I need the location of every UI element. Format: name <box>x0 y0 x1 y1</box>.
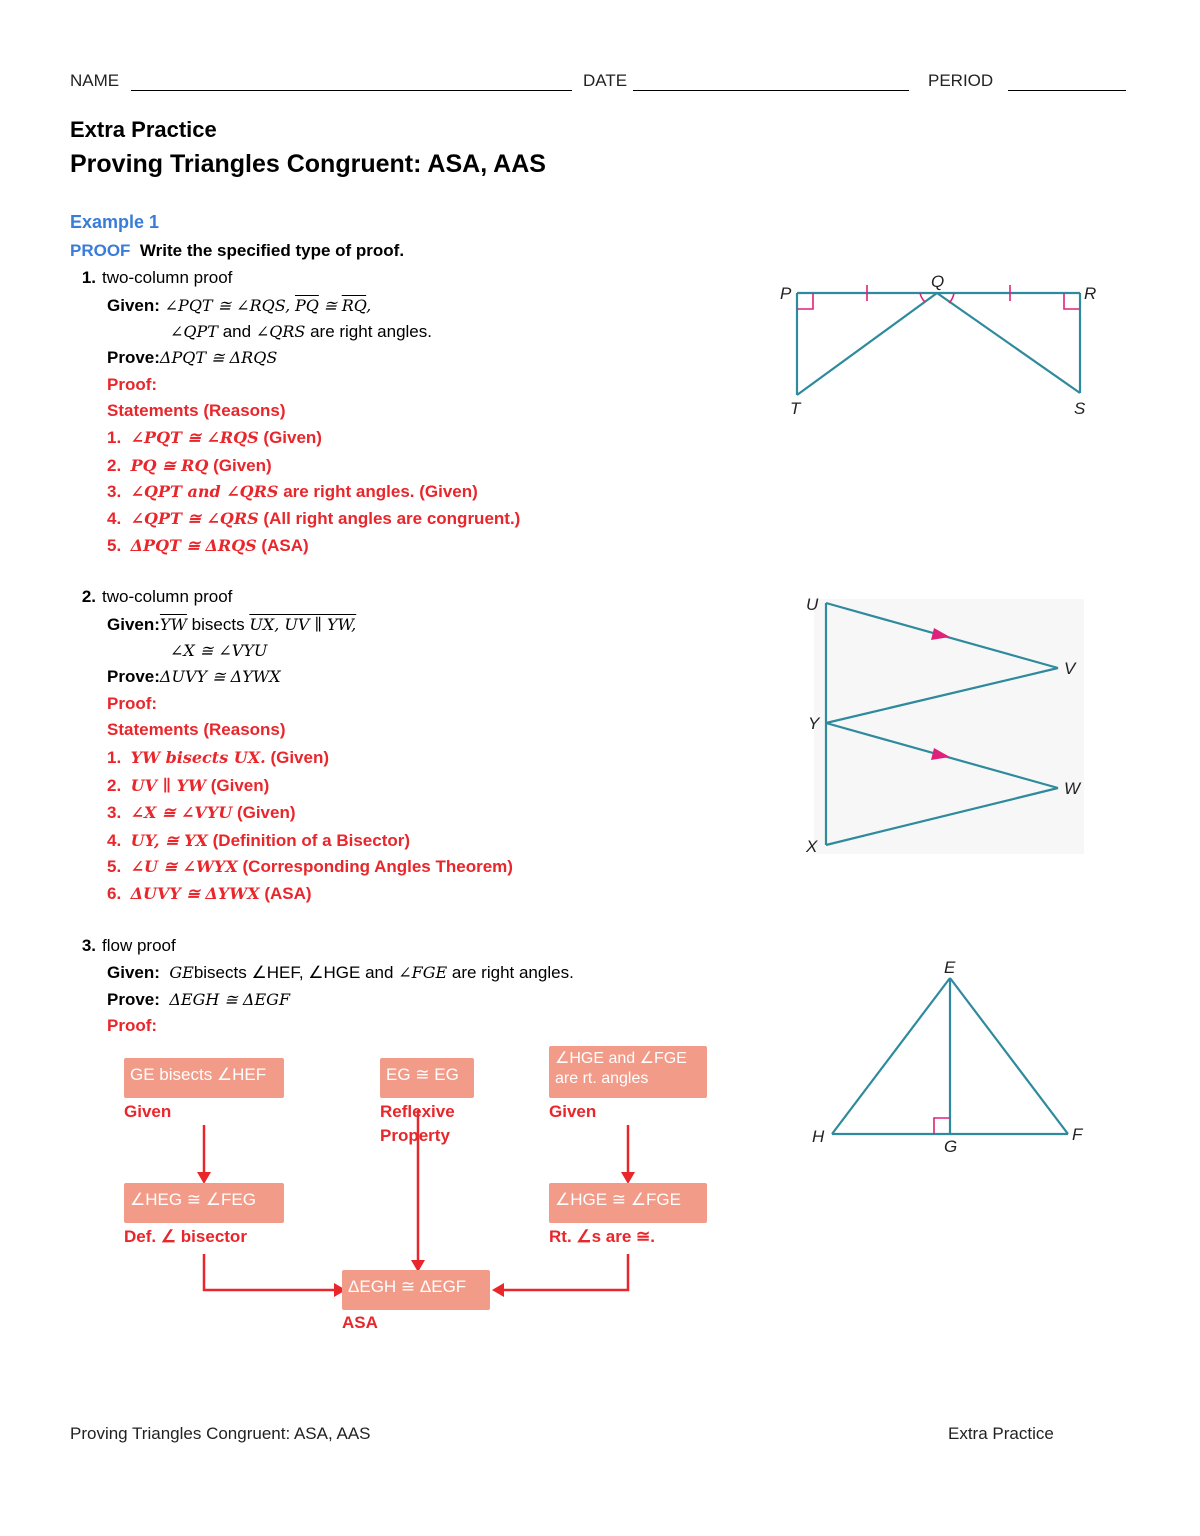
p2-prove-line <box>107 663 281 690</box>
p2-step-1 <box>107 744 329 771</box>
flow-reason-given-1: Given <box>124 1102 172 1121</box>
date-line[interactable] <box>633 90 909 91</box>
step-num: 4. <box>107 509 122 528</box>
step-statement: UV ∥ YW <box>130 776 207 795</box>
p1-given2-and: and <box>222 322 252 341</box>
flow-box-heg-feg: ∠HEG ≅ ∠FEG <box>124 1183 284 1223</box>
step-num: 4. <box>107 831 122 850</box>
right-angle-r <box>1064 293 1080 309</box>
p1-given-line <box>107 292 371 319</box>
p2-proof-label: Proof: <box>107 694 158 713</box>
p2-given-c: UX, UV ∥ YW, <box>249 615 357 634</box>
arrowhead-5 <box>492 1283 504 1297</box>
p2-prove: ΔUVY ≅ ΔYWX <box>159 667 281 686</box>
p3-given-label: Given: <box>107 963 160 982</box>
p1-step-3 <box>107 478 478 505</box>
date-label: DATE <box>583 71 628 90</box>
p1-given2-b: ∠QRS <box>255 322 306 341</box>
p1-type: two-column proof <box>102 268 233 287</box>
flow-box-ge-bisects: GE bisects ∠HEF <box>124 1058 284 1098</box>
period-line[interactable] <box>1008 90 1126 91</box>
name-line[interactable] <box>131 90 572 91</box>
p1-given-label: Given: <box>107 296 160 315</box>
p3-given-and: and <box>365 963 394 982</box>
p3-type: flow proof <box>102 936 176 955</box>
label-x: X <box>806 837 818 856</box>
step-reason: (Given) <box>210 776 270 795</box>
label-f: F <box>1072 1125 1083 1144</box>
p2-step-6 <box>107 880 312 907</box>
footer-left: Proving Triangles Congruent: ASA, AAS <box>70 1424 371 1443</box>
example-label: Example 1 <box>70 212 160 232</box>
p1-prove-label: Prove: <box>107 348 160 367</box>
angle-arc-rqs <box>949 293 954 303</box>
segment-qs <box>937 293 1080 393</box>
arrow-5-to-6 <box>502 1254 628 1290</box>
label-g: G <box>944 1137 958 1156</box>
p2-given-label: Given: <box>107 615 160 634</box>
flow-reason-angle-bisector: Def. ∠ bisector <box>124 1227 247 1246</box>
step-num: 5. <box>107 536 122 555</box>
period-label: PERIOD <box>928 71 994 90</box>
p1-given-e: , <box>366 296 372 315</box>
step-statement: ∠X ≅ ∠VYU <box>130 803 233 822</box>
extra-practice-heading: Extra Practice <box>70 117 217 142</box>
step-reason: (Given) <box>236 803 296 822</box>
p1-given-d: $\overline{RQ}$ <box>341 296 367 315</box>
right-angle-g <box>934 1118 950 1134</box>
step-num: 2. <box>107 776 122 795</box>
flow-reason-right-angles: Rt. ∠s are ≅. <box>549 1227 656 1246</box>
p2-given-line <box>107 611 356 638</box>
page-title: Proving Triangles Congruent: ASA, AAS <box>70 150 546 178</box>
label-s: S <box>1074 399 1086 418</box>
step-reason: (ASA) <box>261 536 309 555</box>
p3-proof-label: Proof: <box>107 1016 158 1035</box>
step-statement: ∠PQT ≅ ∠RQS <box>130 428 259 447</box>
arrow-4-to-6 <box>204 1254 336 1290</box>
step-statement: UY, ≅ YX <box>130 831 208 850</box>
p1-sr-label: Statements (Reasons) <box>107 401 286 420</box>
p1-prove-line <box>107 344 277 371</box>
p2-sr-label: Statements (Reasons) <box>107 720 286 739</box>
instruction-line <box>70 237 404 264</box>
segment-tq <box>797 293 937 395</box>
p1-given-c: ≅ <box>323 296 337 315</box>
proof-tag: PROOF <box>70 241 131 260</box>
p1-step-2 <box>107 452 272 479</box>
step-reason: (Given) <box>213 456 272 475</box>
label-y: Y <box>808 714 820 733</box>
step-statement: ΔPQT ≅ ΔRQS <box>130 536 257 555</box>
p2-given2: ∠X ≅ ∠VYU <box>170 641 268 660</box>
segment-ef <box>950 978 1068 1134</box>
p2-type: two-column proof <box>102 587 233 606</box>
flow-box-right-angles: ∠HGE and ∠FGE are rt. angles <box>549 1046 707 1098</box>
p1-proof-label: Proof: <box>107 375 158 394</box>
p1-prove: ΔPQT ≅ ΔRQS <box>159 348 278 367</box>
p2-step-2 <box>107 772 269 799</box>
p1-step-5 <box>107 532 309 559</box>
p1-type-line <box>70 264 232 291</box>
step-num: 1. <box>107 748 122 767</box>
flow-reason-reflexive: Reflexive Property <box>380 1102 455 1145</box>
step-num: 2. <box>107 456 122 475</box>
step-reason: (Corresponding Angles Theorem) <box>242 857 513 876</box>
step-statement: ΔUVY ≅ ΔYWX <box>130 884 260 903</box>
step-num: 6. <box>107 884 122 903</box>
p1-given-line2 <box>170 318 432 345</box>
p2-type-line <box>70 583 232 610</box>
step-statement: ∠QPT ≅ ∠QRS <box>130 509 259 528</box>
p3-given-c: ∠FGE <box>398 963 448 982</box>
right-angle-p <box>797 293 813 309</box>
p1-step-1 <box>107 424 322 451</box>
p3-prove-label: Prove: <box>107 990 160 1009</box>
figure-egh-egf <box>800 950 1100 1160</box>
angle-arc-pqt <box>920 293 925 302</box>
step-num: 5. <box>107 857 122 876</box>
p2-number: 2. <box>81 587 96 606</box>
flow-reason-asa: ASA <box>342 1313 378 1332</box>
p2-given-b: bisects <box>191 615 245 634</box>
label-q: Q <box>931 272 945 291</box>
p1-given2-a: ∠QPT <box>170 322 218 341</box>
step-reason: (Definition of a Bisector) <box>212 831 411 850</box>
label-p: P <box>780 284 792 303</box>
step-reason: (ASA) <box>264 884 312 903</box>
p3-type-line <box>70 932 176 959</box>
p2-prove-label: Prove: <box>107 667 160 686</box>
p3-given-d: are right angles. <box>451 963 574 982</box>
p3-prove: ΔEGH ≅ ΔEGF <box>169 990 291 1009</box>
p1-given-a: ∠PQT ≅ ∠RQS, <box>164 296 291 315</box>
p3-prove-line <box>107 986 290 1013</box>
p2-step-3 <box>107 799 296 826</box>
p1-given-b: $\overline{PQ}$ <box>294 296 319 315</box>
flow-box-hge-fge: ∠HGE ≅ ∠FGE <box>549 1183 707 1223</box>
figure-uvy-ywx <box>790 595 1090 860</box>
flow-box-conclusion: ΔEGH ≅ ΔEGF <box>342 1270 490 1310</box>
step-num: 3. <box>107 803 122 822</box>
step-reason: (All right angles are congruent.) <box>263 509 521 528</box>
p2-given-a: $\overline{YW}$ <box>159 615 187 634</box>
step-num: 3. <box>107 482 122 501</box>
label-t: T <box>790 399 801 418</box>
label-h: H <box>812 1127 825 1146</box>
step-reason: are right angles. (Given) <box>283 482 478 501</box>
label-r: R <box>1084 284 1097 303</box>
p2-step-5 <box>107 853 513 880</box>
p2-given-line2 <box>170 637 267 664</box>
p1-given2-c: are right angles. <box>310 322 432 341</box>
footer-right: Extra Practice <box>948 1424 1054 1443</box>
name-label: NAME <box>70 71 120 90</box>
figure-pqt-rqs <box>770 265 1110 425</box>
p3-given-b: bisects ∠HEF, ∠HGE <box>193 963 361 982</box>
step-reason: (Given) <box>263 428 322 447</box>
step-statement: ∠U ≅ ∠WYX <box>130 857 238 876</box>
p3-given-line <box>107 959 574 986</box>
step-reason: (Given) <box>270 748 329 767</box>
segment-he <box>832 978 950 1134</box>
flow-box-eg-reflexive: EG ≅ EG <box>380 1058 474 1098</box>
step-statement: PQ ≅ RQ <box>130 456 209 475</box>
p2-step-4 <box>107 827 410 854</box>
step-num: 1. <box>107 428 122 447</box>
label-w: W <box>1064 779 1081 798</box>
p3-given-a: GE <box>169 963 194 982</box>
p3-number: 3. <box>81 936 96 955</box>
p1-number: 1. <box>81 268 96 287</box>
label-u: U <box>806 595 819 614</box>
label-e: E <box>944 958 956 977</box>
flow-reason-given-3: Given <box>549 1102 597 1121</box>
instruction-text: Write the specified type of proof. <box>139 241 405 260</box>
p1-step-4 <box>107 505 520 532</box>
step-statement: YW bisects UX. <box>130 748 266 767</box>
step-statement: ∠QPT and ∠QRS <box>130 482 279 501</box>
label-v: V <box>1064 659 1076 678</box>
